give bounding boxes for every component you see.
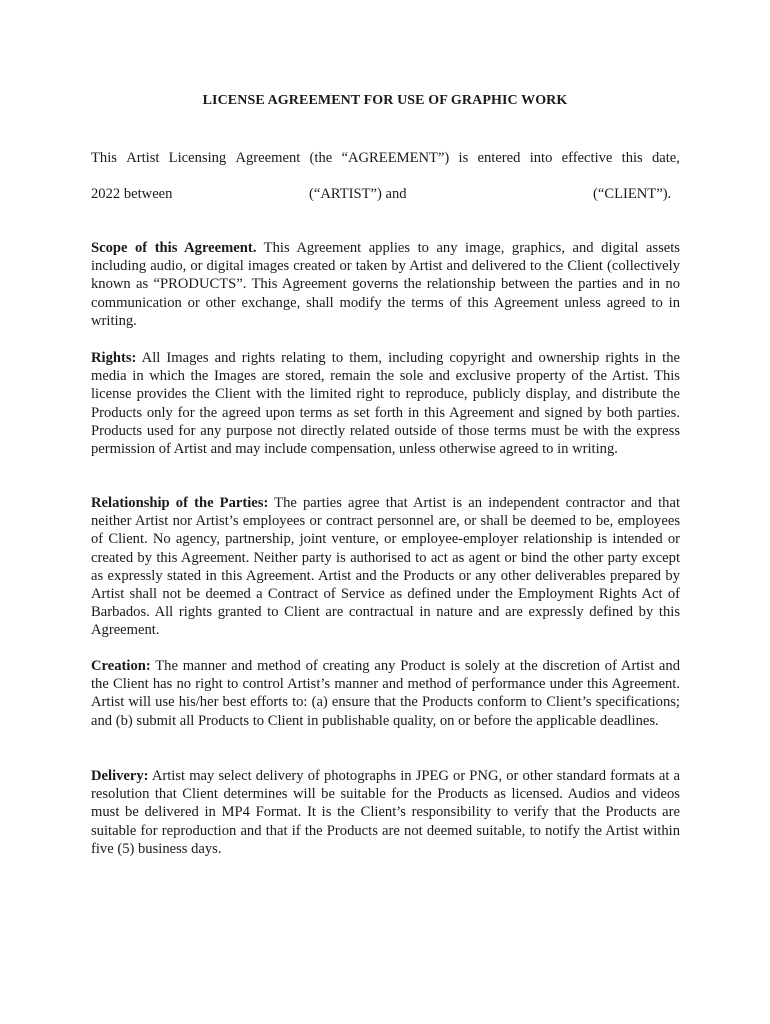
intro-word: is — [458, 150, 469, 166]
intro-word: Licensing — [168, 150, 227, 166]
intro-line-1 — [91, 149, 680, 167]
intro-word: this — [621, 150, 643, 166]
intro-word: This — [91, 150, 117, 166]
clause-heading: Relationship of the Parties: — [91, 495, 269, 511]
clause-body: This Agreement applies to any image, graphics, and digital assets including audio, or digital images created or taken by Artist and delivered to the Client (collectively known as “PRODUCTS”. This Agreement governs the relationship between the parties and in no communication or other exchange, shall modify the terms of this Agreement unless agreed to in writing. — [91, 240, 680, 329]
intro-word: date, — [651, 150, 680, 166]
intro-line-2 — [91, 185, 680, 203]
intro-word: (the — [309, 150, 333, 166]
intro-word: Agreement — [235, 150, 301, 166]
intro-word: effective — [561, 150, 613, 166]
clause-body: The parties agree that Artist is an independent contractor and that neither Artist nor Artist’s employees or contract personnel are, or shall be deemed to be, employees of Client. No agency, partnership, joint venture, or employee-employer relationship is intended or created by this Agreement. Neither party is authorised to act as agent or bind the other party except as expressly stated in this Agreement. Artist and the Products or any other deliverables prepared by Artist shall not be deemed a Contract of Service as defined under the Employment Rights Act of Barbados. All rights granted to Client are contractual in nature and are expressly defined by this Agreement. — [91, 495, 680, 639]
clause-heading: Rights: — [91, 350, 137, 366]
artist-party-tag: (“ARTIST”) and — [309, 186, 407, 202]
intro-word: Artist — [126, 150, 160, 166]
intro-word: “AGREEMENT”) — [341, 150, 450, 166]
clause-body: The manner and method of creating any Product is solely at the discretion of Artist and the Client has no right to control Artist’s manner and method of performance under this Agreement. Artist will use his/her best efforts to: (a) ensure that the Products conform to Client’s specifications; and (b) submit all Products to Client in publishable quality, on or before the applicable deadlines. — [91, 658, 680, 729]
intro-word: entered — [477, 150, 521, 166]
clause-heading: Creation: — [91, 658, 151, 674]
client-party-tag: (“CLIENT”). — [593, 186, 672, 202]
clause-body: All Images and rights relating to them, including copyright and ownership rights in the media in which the Images are stored, remain the sole and exclusive property of the Artist. This license provides the Client with the limited right to reproduce, publicly display, and distribute the Products only for the agreed upon terms as set forth in this Agreement and signed by both parties. Products used for any purpose not directly related outside of those terms must be with the express permission of Artist and may include compensation, unless otherwise agreed to in writing. — [91, 350, 680, 458]
clause-scope — [91, 239, 680, 330]
clause-rights — [91, 349, 680, 458]
clause-creation — [91, 657, 680, 730]
intro-word: into — [529, 150, 553, 166]
clause-relationship — [91, 494, 680, 640]
clause-delivery — [91, 767, 680, 858]
document-title: LICENSE AGREEMENT FOR USE OF GRAPHIC WORK — [202, 93, 568, 108]
clause-heading: Scope of this Agreement. — [91, 240, 257, 256]
clause-heading: Delivery: — [91, 768, 149, 784]
intro-date-text: 2022 between — [91, 186, 173, 202]
clause-body: Artist may select delivery of photographs in JPEG or PNG, or other standard formats at a resolution that Client determines will be suitable for the Products as licensed. Audios and videos must be delivered in MP4 Format. It is the Client’s responsibility to verify that the Products are suitable for reproduction and that if the Products are not deemed suitable, to notify the Artist within five (5) business days. — [91, 768, 680, 857]
